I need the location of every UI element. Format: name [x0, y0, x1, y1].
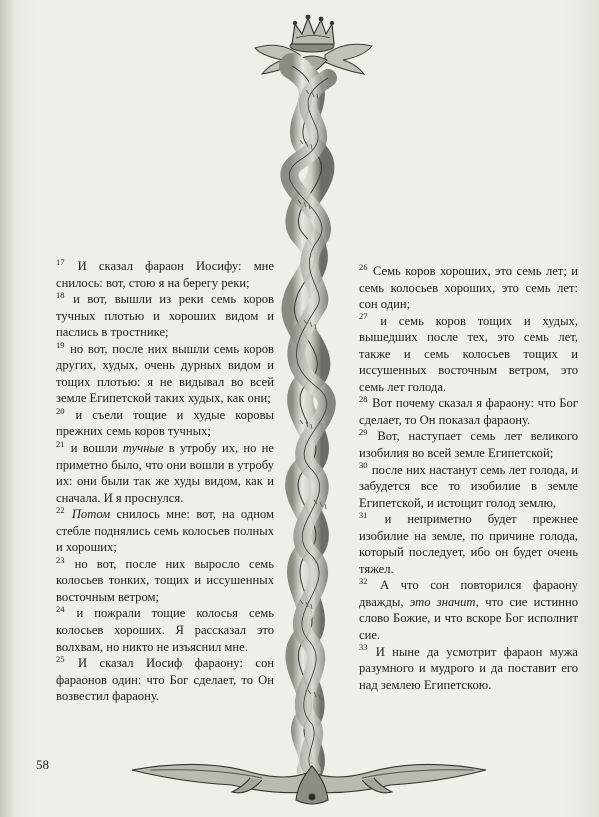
page-number: 58: [36, 757, 49, 772]
verse-italic-text: тучные: [122, 441, 164, 456]
verse-number: 27: [359, 311, 368, 322]
verse-italic-text: Потом: [71, 507, 111, 522]
verse-number: 20: [56, 405, 65, 416]
verse-text: И сказал фараон Иосифу: мне снилось: вот, стою я на берегу реки;: [56, 259, 274, 290]
verse-number: 22: [56, 505, 65, 516]
verse-text: снилось мне: вот, на одном стебле поднялись семь колосьев полных и хороших;: [56, 507, 274, 555]
verse-text: И сказал Иосиф фараону: сон фараонов один: что Бог сделает, то Он возвестил фараону.: [56, 656, 274, 704]
crown-icon: [290, 15, 334, 52]
verse-text: и вот, вышли из реки семь коров тучных плотью и хороших видом и паслись в тростнике;: [56, 292, 274, 340]
bottom-scroll-flourish: [132, 764, 486, 804]
verse-number: 28: [359, 394, 368, 405]
verse-number: 24: [56, 604, 65, 615]
verse-text: и неприметно будет прежнее изобилие на земле, по причине голода, который последует, ибо он будет очень тяжел.: [359, 512, 578, 576]
verse-text: но вот, после них выросло семь колосьев тонких, тощих и иссушенных восточным ветром;: [56, 556, 274, 604]
verse-text: Вот почему сказал я фараону: что Бог сделает, то Он показал фараону.: [359, 396, 578, 427]
verse-text: А что сон повторился фараону дважды,: [359, 578, 578, 609]
verse-number: 31: [359, 510, 368, 521]
verse-number: 23: [56, 554, 65, 565]
verse-number: 30: [359, 460, 368, 471]
verse-number: 25: [56, 653, 65, 664]
verse-text: и вошли: [65, 441, 123, 456]
verse-text: но вот, после них вышли семь коров других, худых, очень дурных видом и тощих плотью: я не видывал во всей земле Египетской таких худых, как они;: [56, 341, 274, 406]
verse-number: 17: [56, 256, 65, 267]
verse-text: после них настанут семь лет голода, и забудется все то изобилие в земле Египетской, и истощит голод землю,: [359, 462, 578, 510]
verse-text: и пожрали тощие колосья семь колосьев хороших. Я рассказал это волхвам, но никто не изъяснил мне.: [56, 606, 274, 654]
verse-text: и съели тощие и худые коровы прежних семь коров тучных;: [56, 407, 274, 439]
verse-number: 26: [359, 261, 368, 272]
verse-text: И ныне да усмотрит фараон мужа разумного и мудрого и да поставит его над землею Египетскою.: [359, 644, 578, 692]
verse-text: что сие истинно слово Божие, и что вскоре Бог исполнит сие.: [359, 594, 578, 643]
verse-number: 29: [359, 427, 368, 438]
verse-text: в утробу их, но не приметно было, что они вошли в утробу их: они были так же худы видом, как и сначала. И я проснулся.: [56, 441, 274, 505]
verse-text: Семь коров хороших, это семь лет; и семь колосьев хороших, это семь лет: сон один;: [359, 264, 578, 312]
verse-text: и семь коров тощих и худых, вышедших после тех, это семь лет, также и семь колосьев тощих и иссушенных восточным ветром, это семь лет голода.: [359, 313, 578, 394]
verse-number: 18: [56, 289, 65, 300]
verse-number: 33: [359, 642, 368, 653]
verse-italic-text: это значит,: [409, 594, 479, 609]
twisted-ribbon-column: [289, 66, 328, 770]
verse-number: 19: [56, 339, 65, 350]
verse-number: 21: [56, 438, 65, 449]
verse-number: 32: [359, 576, 368, 587]
verse-text: Вот, наступает семь лет великого изобилия во всей земле Египетской;: [359, 429, 578, 461]
